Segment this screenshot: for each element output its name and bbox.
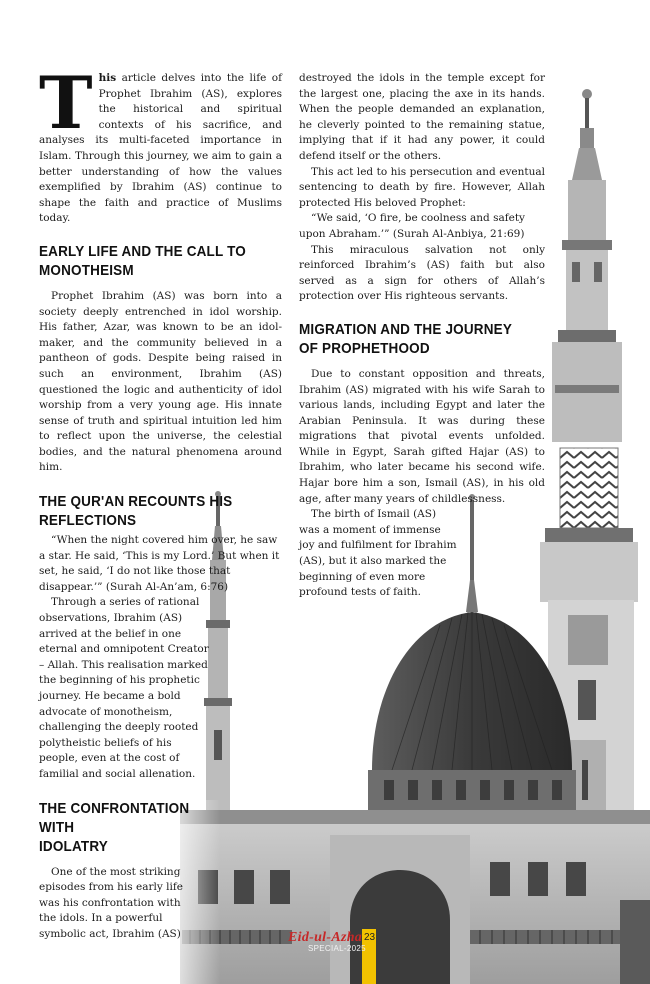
ismail-paragraph: The birth of Ismail (AS) was a moment of immense joy and fulfilment for Ibrahim (AS), but it also marked the beginning of even more profound tests of faith. [299,508,457,599]
right-column [299,71,545,601]
page-number: 23 [364,932,376,943]
heading-quran-reflections: THE QUR'AN RECOUNTS HIS REFLECTIONS [39,493,233,530]
intro-text: article delves into the life of Prophet Ibrahim (AS), explores the historical and spiritual contexts of his sacrifice, and analyses its multi-faceted importance in Islam. Through this journey, we aim to gain a better understanding of how the values exemplified by Ibrahim (AS) continue to shape the faith and practice of Muslims today. [39,72,282,225]
heading-early-life: EARLY LIFE AND THE CALL TO MONOTHEISM [39,242,246,279]
intro-lead: his [98,72,117,84]
quran-paragraph: Through a series of rational observations, Ibrahim (AS) arrived at the belief in one eternal and omnipotent Creator – Allah. This realisation marked the beginning of his prophetic journey. He became a bold advocate of monotheism, challenging the deeply rooted polytheistic beliefs of his people, even at the cost of familial and social allenation. [39,596,209,780]
quran-quote: “When the night covered him over, he saw a star. He said, ‘This is my Lord.’ But when it set, he said, ‘I do not like those that disappear.’” (Surah Al-An’am, 6:76) [39,534,280,593]
left-column [39,60,282,943]
page-footer [288,929,378,984]
footer-subtitle: SPECIAL-2025 [308,944,366,953]
footer-title: Eid-ul-Azha [288,930,363,945]
confrontation-continued: destroyed the idols in the temple except for the largest one, placing the axe in its hands. When the people demanded an explanation, he cleverly pointed to the remaining statue, implying that if it had any power, it could defend itself or the others. [299,72,545,162]
salvation-paragraph: This miraculous salvation not only reinforced Ibrahim’s (AS) faith but also served as a sign for others of Allah’s protection over His righteous servants. [299,243,545,303]
confrontation-paragraph: One of the most striking episodes from his early life was his confrontation with the idols. In a powerful symbolic act, Ibrahim (AS) [39,865,183,940]
drop-cap: T [39,60,93,145]
persecution-paragraph: This act led to his persecution and eventual sentencing to death by fire. However, Allah protected His beloved Prophet: [299,165,545,209]
early-life-paragraph: Prophet Ibrahim (AS) was born into a society deeply entrenched in idol worship. His father, Azar, was known to be an idol-maker, and the community believed in a pantheon of gods. Despite being raised in such an environment, Ibrahim (AS) questioned the logic and authenticity of idol worship from a very young age. His innate sense of truth and spiritual intuition led him to reflect upon the universe, the celestial bodies, and the natural phenomena around him. [39,289,282,474]
heading-migration: MIGRATION AND THE JOURNEY OF PROPHETHOOD [299,320,512,357]
heading-confrontation-line2: WITH [39,818,75,836]
heading-confrontation [39,799,258,856]
heading-confrontation-line3: IDOLATRY [39,837,108,855]
anbiya-quote: “We said, ‘O fire, be coolness and safety upon Abraham.’” (Surah Al-Anbiya, 21:69) [299,212,525,240]
migration-paragraph: Due to constant opposition and threats, Ibrahim (AS) migrated with his wife Sarah to various lands, including Egypt and later the Arabian Peninsula. It was during these migrations that pivotal events unfolded. While in Egypt, Sarah gifted Hajar (AS) to Ibrahim, who later became his second wife. Hajar bore him a son, Ismail (AS), in his old age, after many years of childlessness. [299,367,545,505]
intro-paragraph [39,60,282,227]
heading-confrontation-line1: THE CONFRONTATION [39,799,190,817]
